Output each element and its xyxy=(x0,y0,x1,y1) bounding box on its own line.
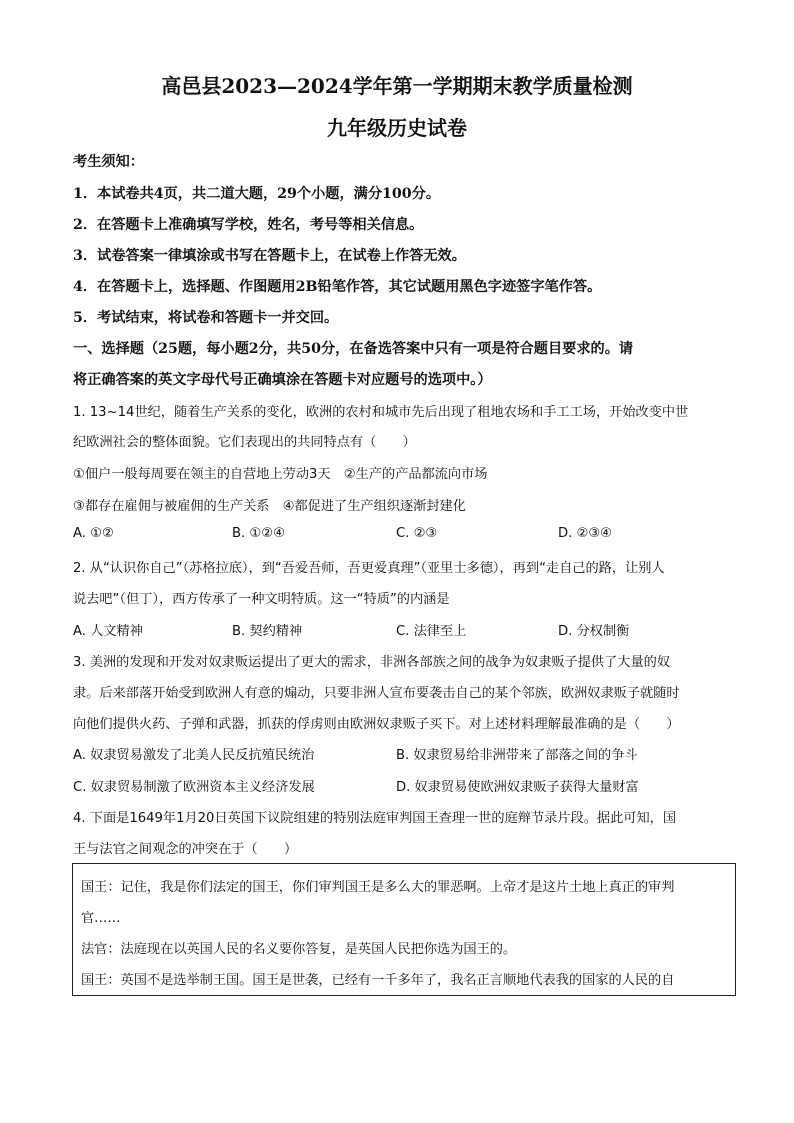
question-2-text: 2. 从“认识你自己”（苏格拉底），到“吾爱吾师，吾更爱真理”（亚里士多德），再到“走自己的路，让别人 xyxy=(73,561,665,576)
question-1-statement: ①佃户一般每周要在领主的自营地上劳动3天 ②生产的产品都流向市场 xyxy=(73,467,488,482)
question-2-option-d[interactable]: D. 分权制衡 xyxy=(558,624,630,639)
notice-item: 5．考试结束，将试卷和答题卡一并交回。 xyxy=(73,310,339,326)
question-2-option-b[interactable]: B. 契约精神 xyxy=(232,624,303,639)
material-box xyxy=(72,863,736,996)
notice-item: 3．试卷答案一律填涂或书写在答题卡上，在试卷上作答无效。 xyxy=(73,248,466,264)
section-heading: 将正确答案的英文字母代号正确填涂在答题卡对应题号的选项中。） xyxy=(73,372,492,388)
notice-heading: 考生须知： xyxy=(73,154,144,170)
question-3-text: 隶。后来部落开始受到欧洲人有意的煽动，只要非洲人宣布要袭击自己的某个邻族，欧洲奴隶贩子就随时 xyxy=(73,686,680,701)
question-1-text: 1. 13~14世纪，随着生产关系的变化，欧洲的农村和城市先后出现了租地农场和手工工场，开始改变中世 xyxy=(73,405,689,420)
material-line: 官…… xyxy=(81,911,121,926)
question-2-text: 说去吧”（但丁），西方传承了一种文明特质。这一“特质”的内涵是 xyxy=(73,592,450,607)
exam-subtitle: 九年级历史试卷 xyxy=(327,116,467,140)
question-4-text: 王与法官之间观念的冲突在于（ ） xyxy=(73,842,298,857)
question-1-statement: ③都存在雇佣与被雇佣的生产关系 ④都促进了生产组织逐渐封建化 xyxy=(73,499,466,514)
question-3-option-a[interactable]: A. 奴隶贸易激发了北美人民反抗殖民统治 xyxy=(73,748,315,763)
question-1-option-a[interactable]: A. ①② xyxy=(73,526,114,541)
notice-item: 2．在答题卡上准确填写学校，姓名，考号等相关信息。 xyxy=(73,217,424,233)
section-heading: 一、选择题（25题，每小题2分，共50分，在备选答案中只有一项是符合题目要求的。请 xyxy=(73,341,634,357)
question-3-option-c[interactable]: C. 奴隶贸易制激了欧洲资本主义经济发展 xyxy=(73,780,315,795)
question-2-option-c[interactable]: C. 法律至上 xyxy=(396,624,467,639)
exam-title: 高邑县2023—2024学年第一学期期末教学质量检测 xyxy=(161,74,633,98)
material-line: 法官：法庭现在以英国人民的名义要你答复，是英国人民把你选为国王的。 xyxy=(81,942,517,957)
question-1-text: 纪欧洲社会的整体面貌。它们表现出的共同特点有（ ） xyxy=(73,435,416,450)
notice-item: 1．本试卷共4页，共二道大题，29个小题，满分100分。 xyxy=(73,186,441,202)
material-line: 国王：记住，我是你们法定的国王，你们审判国王是多么大的罪恶啊。上帝才是这片土地上真正的审判 xyxy=(81,880,675,895)
question-2-option-a[interactable]: A. 人文精神 xyxy=(73,624,143,639)
question-1-option-d[interactable]: D. ②③④ xyxy=(558,526,613,541)
question-3-text: 3. 美洲的发现和开发对奴隶贩运提出了更大的需求，非洲各部族之间的战争为奴隶贩子提供了大量的奴 xyxy=(73,655,671,670)
question-3-option-d[interactable]: D. 奴隶贸易使欧洲奴隶贩子获得大量财富 xyxy=(396,780,639,795)
question-1-option-c[interactable]: C. ②③ xyxy=(396,526,438,541)
question-1-option-b[interactable]: B. ①②④ xyxy=(232,526,285,541)
question-4-text: 4. 下面是1649年1月20日英国下议院组建的特别法庭审判国王查理一世的庭辩节录片段。据此可知，国 xyxy=(73,811,677,826)
material-line: 国王：英国不是选举制王国。国王是世袭，已经有一千多年了，我名正言顺地代表我的国家的人民的自 xyxy=(81,973,675,988)
question-3-text: 向他们提供火药、子弹和武器，抓获的俘虏则由欧洲奴隶贩子买下。对上述材料理解最准确的是（ ） xyxy=(73,717,680,732)
notice-item: 4．在答题卡上，选择题、作图题用2B铅笔作答，其它试题用黑色字迹签字笔作答。 xyxy=(73,279,602,295)
question-3-option-b[interactable]: B. 奴隶贸易给非洲带来了部落之间的争斗 xyxy=(396,748,638,763)
